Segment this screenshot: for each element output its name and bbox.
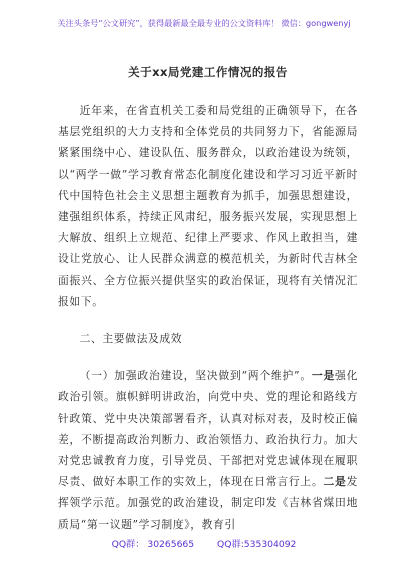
section-heading: 二、主要做法及成效	[79, 332, 183, 346]
footer-qq-group-1: QQ群： 30265665	[111, 539, 195, 550]
header-banner: 关注头条号“公文研究”，获得最新最全最专业的公文资料库！ 微信：gongwenyj	[57, 18, 351, 28]
document-body	[58, 64, 358, 535]
paragraph-political-building	[58, 365, 358, 535]
p1-start: （一）加强政治建设，坚决做到“两个维护”。	[79, 369, 312, 383]
p1-bold-second: 二是	[323, 475, 347, 489]
footer-contacts	[0, 536, 408, 550]
footer-qq-group-2: QQ群:535304092	[217, 539, 297, 550]
p1-end: 发挥领学示范。加强党的政治建设，制定印发《吉林省煤田地质局“第一议题”学习制度》，教育引	[58, 475, 358, 531]
document-title: 关于xx局党建工作情况的报告	[128, 65, 288, 79]
p1-middle: 强化政治引领。旗帜鲜明讲政治，向党中央、党的理论和路线方针政策、党中央决策部署看齐，认真对标对表，及时校正偏差，不断提高政治判断力、政治领悟力、政治执行力。加大对党忠诚教育力度，引导党员、干部把对党忠诚体现在履职尽责、做好本职工作的实效上，体现在日常言行上。	[58, 369, 359, 489]
intro-paragraph: 近年来，在省直机关工委和局党组的正确领导下，在各基层党组织的大力支持和全体党员的共同努力下，省能源局紧紧围绕中心、建设队伍、服务群众，以政治建设为统领，以“两学一做”学习教育常态化制度化建设和学习习近平新时代中国特色社会主义思想主题教育为抓手，加强思想建设，建强组织体系，持续正风肃纪，服务振兴发展，实现思想上大解放、组织上立规范、纪律上严要求、作风上敢担当，建设让党放心、让人民群众满意的模范机关，为新时代吉林全面振兴、全方位振兴提供坚实的政治保证，现将有关情况汇报如下。	[58, 104, 358, 308]
p1-bold-first: 一是	[311, 369, 336, 383]
